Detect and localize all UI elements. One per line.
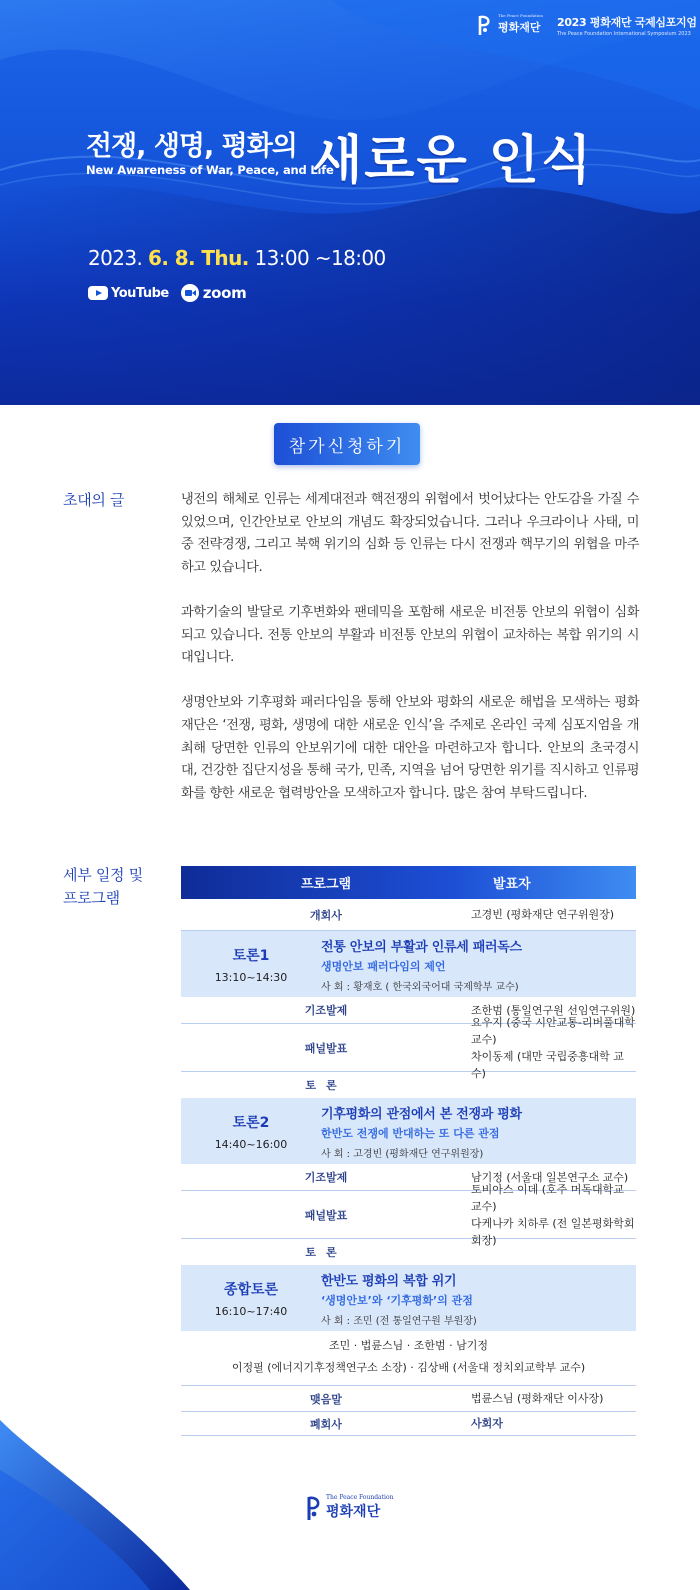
session-2-title: 기후평화의 관점에서 본 전쟁과 평화 [321, 1106, 522, 1122]
discussion-label: 토론 [305, 1246, 347, 1259]
hero-wave-decoration [0, 0, 700, 405]
table-row [181, 1015, 636, 1080]
row-role: 패널발표 [304, 1208, 348, 1222]
session-2-block [181, 1098, 636, 1164]
row-role: 패널발표 [304, 1041, 348, 1055]
panelist-line: 조민 · 법륜스님 · 조한범 · 남기정 [329, 1339, 488, 1352]
session-3-name: 종합토론 [223, 1281, 279, 1298]
date-day: 6. 8. Thu. [148, 246, 249, 270]
col-speaker: 발표자 [493, 877, 531, 892]
schedule-table-header [181, 866, 636, 899]
row-person: 고경빈 (평화재단 연구위원장) [471, 908, 615, 921]
session-1-moderator: 사 회 : 황재호 ( 한국외국어대 국제학부 교수) [321, 981, 519, 993]
row-person: 사회자 [471, 1417, 503, 1430]
table-row [181, 1182, 636, 1247]
youtube-icon [88, 286, 108, 300]
peace-foundation-logo-icon [306, 1495, 322, 1521]
header-event-subtitle: The Peace Foundation International Symposium 2023 [556, 31, 691, 37]
session-3-block [181, 1265, 636, 1331]
header-branding [478, 14, 697, 37]
invitation-paragraph: 생명안보와 기후평화 패러다임을 통해 안보와 평화의 새로운 해법을 모색하는 평화재단은 ‘전쟁, 평화, 생명에 대한 새로운 인식’을 주제로 온라인 국제 심포지엄을 개최해 당면한 인류의 안보위기에 대한 대안을 마련하고자 합니다. 안보의 초국경시대, 건강한 집단지성을 통해 국가, 민족, 지역을 넘어 당면한 위기를 직시하고 인류평화를 향한 새로운 협력방안을 모색하고자 합니다. 많은 참여 부탁드립니다. [181, 695, 639, 801]
header-event-title: 2023 평화재단 국제심포지엄 [556, 16, 697, 29]
hero-title-small: 전쟁, 생명, 평화의 [86, 131, 297, 162]
date-year: 2023. [88, 246, 143, 270]
session-3-moderator: 사 회 : 조민 (전 통일연구원 부원장) [321, 1315, 477, 1327]
session-1-subtitle: 생명안보 패러다임의 제언 [321, 959, 446, 973]
zoom-icon [181, 284, 199, 302]
session-3-topic [321, 1270, 477, 1327]
session-3-time: 16:10~17:40 [214, 1304, 288, 1318]
row-role: 기조발제 [304, 1004, 348, 1017]
header-foundation-en: The Peace Foundation [498, 13, 543, 18]
header-foundation-name [498, 14, 543, 34]
row-person: 조한범 (통일연구원 선임연구위원) [471, 1003, 636, 1017]
session-1-block [181, 931, 636, 997]
panelist: 다케나카 치하루 (전 일본평화학회 회장) [471, 1216, 635, 1247]
session-3-panelists [181, 1331, 636, 1386]
row-role: 개회사 [310, 908, 342, 922]
row-person [471, 1014, 636, 1082]
session-1-name: 토론1 [232, 947, 270, 964]
youtube-platform[interactable] [88, 286, 169, 301]
session-3-title: 한반도 평화의 복합 위기 [321, 1273, 457, 1289]
footer-logo [306, 1494, 393, 1521]
invitation-paragraph: 과학기술의 발달로 기후변화와 팬데믹을 포함해 새로운 비전통 안보의 위협이 심화되고 있습니다. 전통 안보의 부활과 비전통 안보의 위협이 교차하는 복합 위기의 시대입니다. [181, 604, 639, 666]
invitation-paragraph: 냉전의 해체로 인류는 세계대전과 핵전쟁의 위협에서 벗어났다는 안도감을 가질 수 있었으며, 인간안보로 안보의 개념도 확장되었습니다. 그러나 우크라이나 사태, 미중 전략경쟁, 그리고 북핵 위기의 심화 등 인류는 다시 전쟁과 핵무기의 위협을 마주하고 있습니다. [181, 492, 639, 575]
header-event [557, 14, 697, 37]
register-button[interactable]: 참가신청하기 [274, 423, 420, 465]
schedule-table [181, 866, 636, 1436]
session-2-heading [181, 1112, 321, 1151]
row-role: 폐회사 [310, 1417, 342, 1431]
footer-foundation-ko: 평화재단 [326, 1504, 381, 1520]
invitation-label: 초대의 글 [63, 491, 125, 509]
hero-banner [0, 0, 700, 405]
session-2-subtitle: 한반도 전쟁에 반대하는 또 다른 관점 [321, 1126, 500, 1140]
footer-foundation-name [326, 1494, 393, 1521]
row-person [471, 1181, 636, 1249]
schedule-label [63, 864, 143, 910]
session-2-time: 14:40~16:00 [214, 1137, 288, 1151]
invitation-text [181, 489, 639, 828]
session-1-topic [321, 936, 522, 993]
peace-foundation-logo-icon [478, 14, 492, 36]
col-program: 프로그램 [300, 877, 352, 892]
zoom-label: zoom [202, 284, 247, 302]
session-2-moderator: 사 회 : 고경빈 (평화재단 연구위원장) [321, 1148, 484, 1160]
row-role: 기조발제 [304, 1171, 348, 1184]
panelist-line: 이정필 (에너지기후정책연구소 소장) · 김상배 (서울대 정치외교학부 교수) [231, 1361, 586, 1374]
row-person: 남기정 (서울대 일본연구소 교수) [471, 1170, 629, 1184]
session-1-title: 전통 안보의 부활과 인류세 패러독스 [321, 939, 522, 955]
platform-list [88, 284, 247, 302]
discussion-label: 토론 [305, 1079, 347, 1092]
panelist: 토비아스 이데 (호주 머독대학교 교수) [471, 1182, 624, 1213]
schedule-label-line1: 세부 일정 및 [63, 866, 143, 884]
session-2-name: 토론2 [232, 1114, 270, 1131]
zoom-platform[interactable] [181, 284, 247, 302]
session-3-heading [181, 1279, 321, 1318]
row-role: 맺음말 [310, 1392, 342, 1406]
session-1-heading [181, 945, 321, 984]
date-time: 13:00 ~18:00 [254, 246, 386, 270]
panelist: 요우지 (중국 시안교통-리버풀대학 교수) [471, 1015, 636, 1046]
youtube-label: YouTube [111, 285, 169, 301]
session-3-subtitle: ‘생명안보’와 ‘기후평화’의 관점 [321, 1293, 473, 1307]
schedule-label-line2: 프로그램 [63, 889, 120, 907]
event-date [88, 246, 386, 270]
header-foundation-ko: 평화재단 [498, 21, 541, 34]
panelist: 차이동제 (대만 국립중흥대학 교수) [471, 1049, 624, 1080]
row-person: 법륜스님 (평화재단 이사장) [471, 1392, 604, 1405]
session-2-topic [321, 1103, 522, 1160]
footer-foundation-en: The Peace Foundation [326, 1494, 394, 1501]
table-row-opening [181, 899, 636, 931]
hero-title-english: New Awareness of War, Peace, and Life [86, 163, 334, 177]
session-1-time: 13:10~14:30 [214, 970, 288, 984]
hero-title-main: 새로운 인식 [312, 131, 594, 191]
